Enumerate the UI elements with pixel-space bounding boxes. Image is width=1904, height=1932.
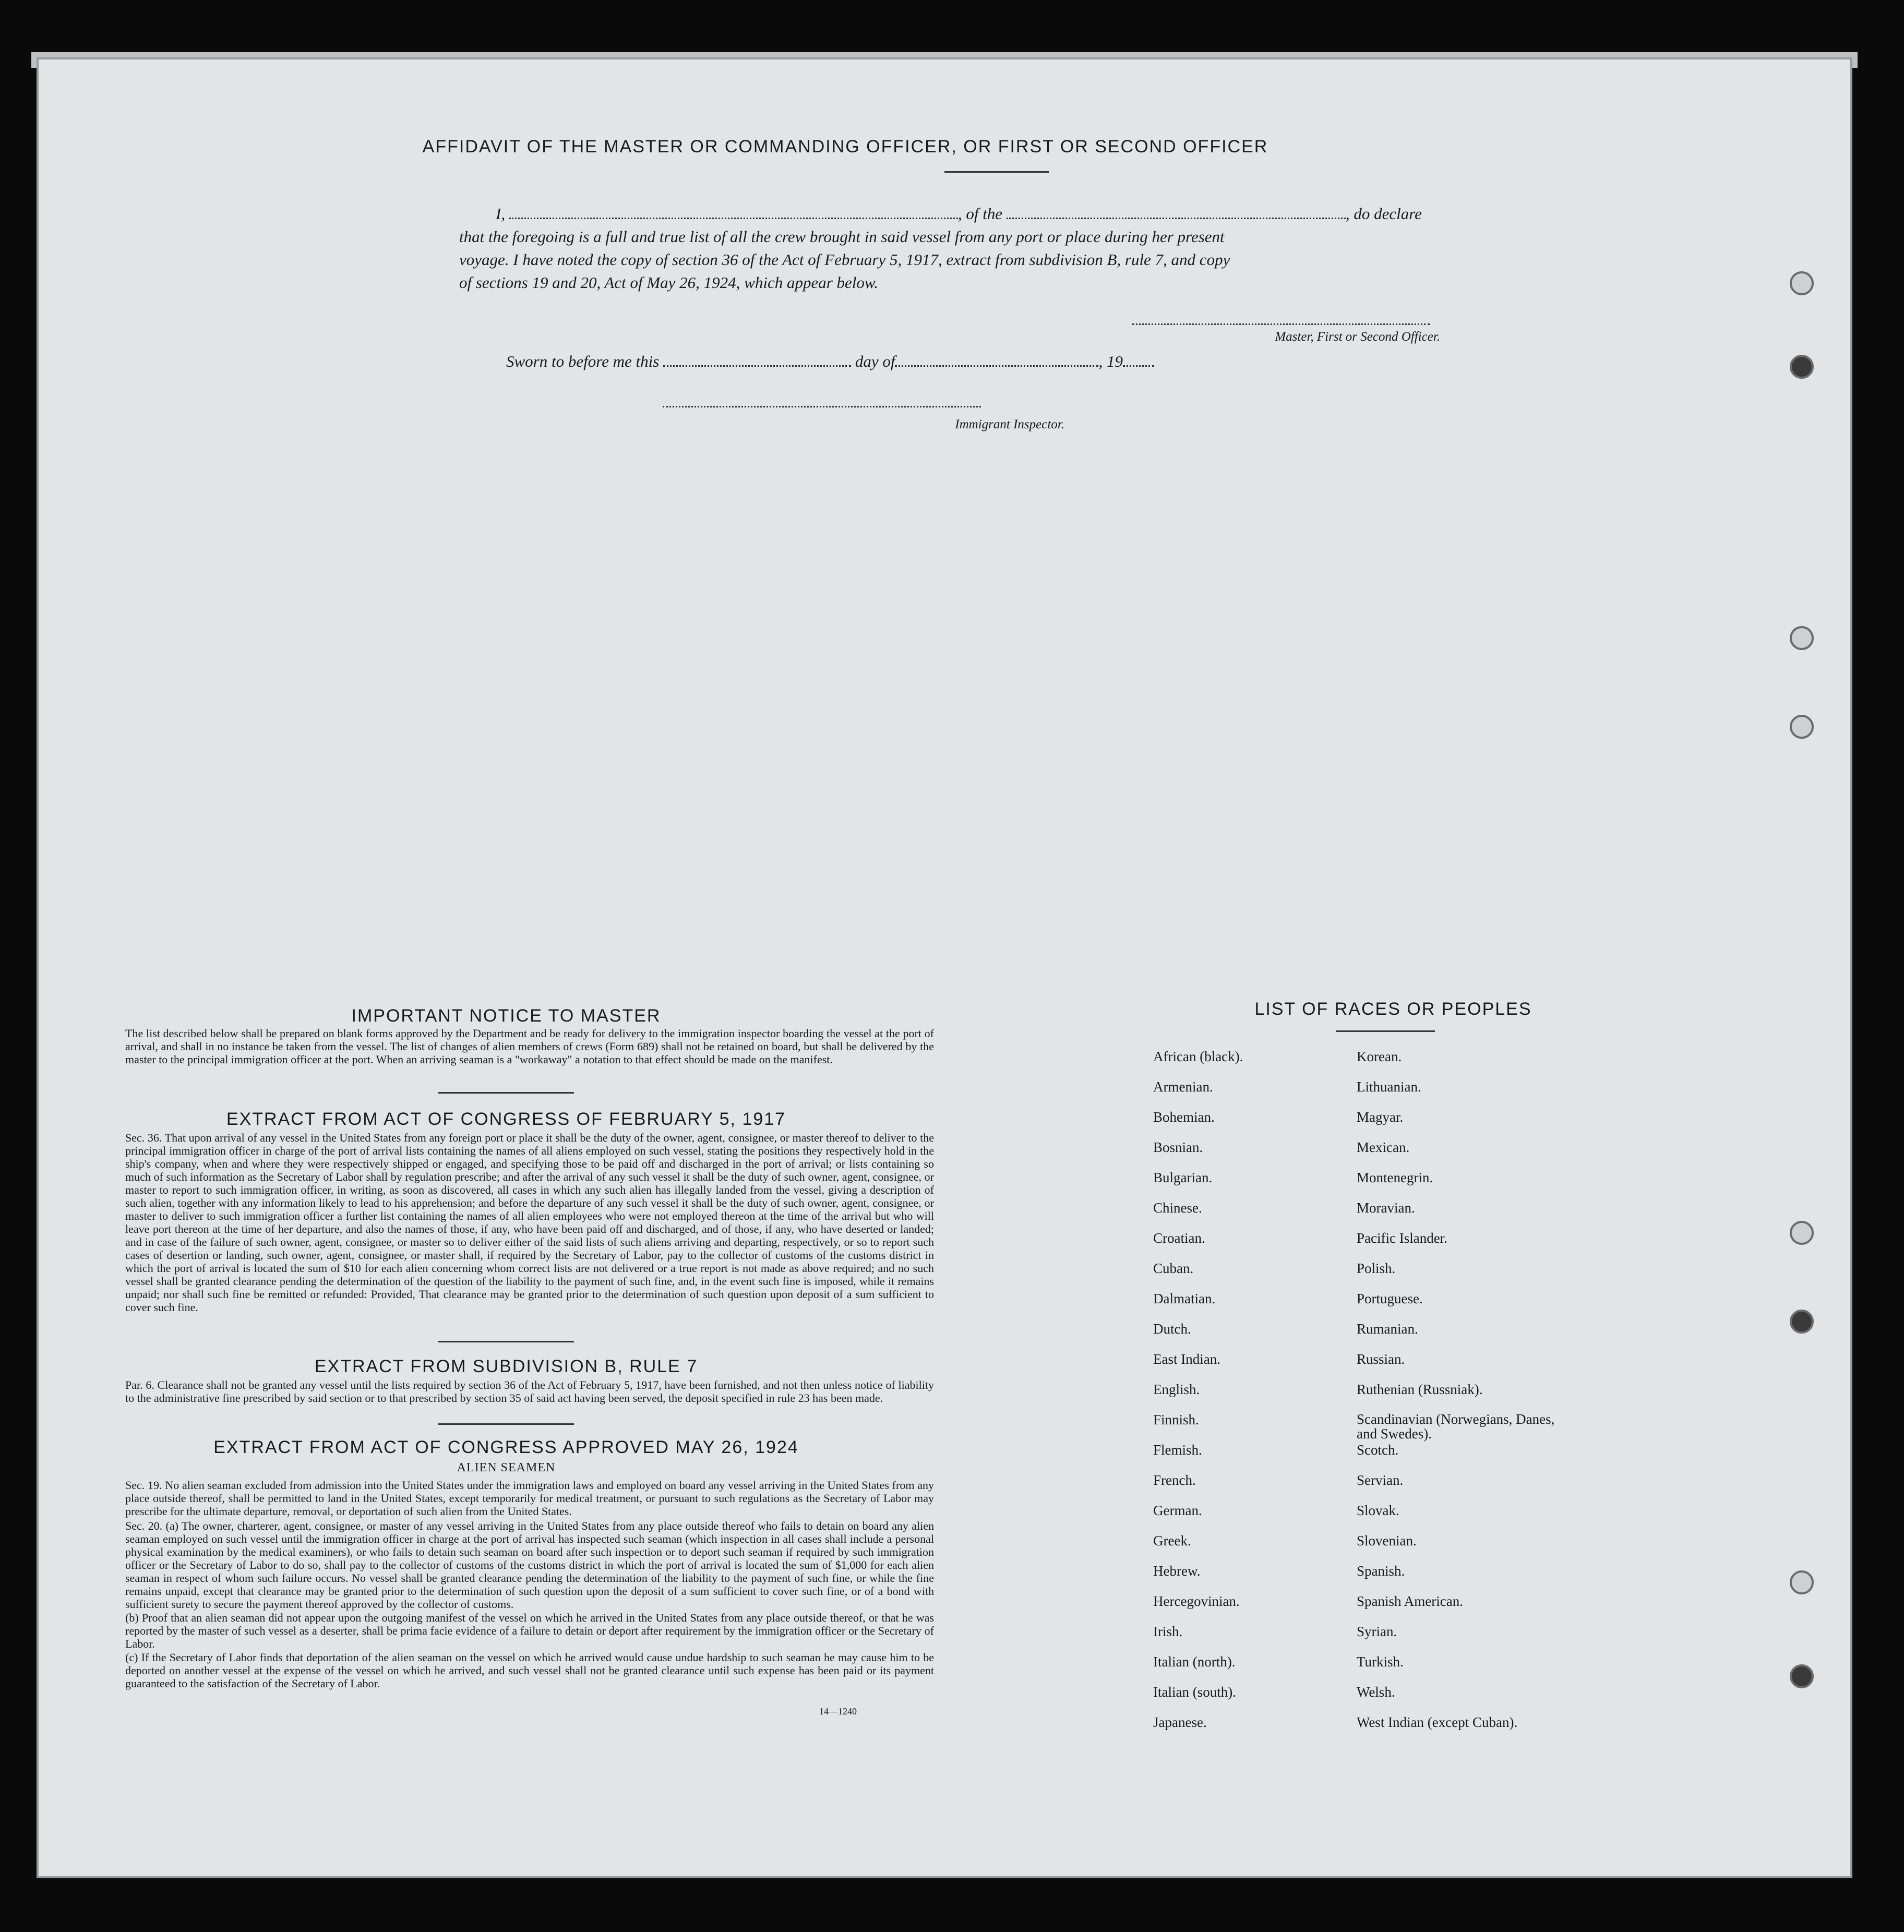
race-item: Greek. xyxy=(1153,1533,1191,1549)
master-name-blank xyxy=(509,218,958,219)
extract-1924-subtitle: ALIEN SEAMEN xyxy=(457,1461,556,1474)
binder-hole xyxy=(1790,715,1814,739)
race-item: Portuguese. xyxy=(1357,1291,1423,1306)
affidavit-line-1 xyxy=(496,205,1513,223)
binder-hole xyxy=(1790,355,1814,379)
divider xyxy=(438,1341,574,1342)
race-item: Dutch. xyxy=(1153,1321,1191,1337)
rule7-text: Par. 6. Clearance shall not be granted any vessel until the lists required by section 36 of the Act of February 5, 1917, have been furnished, and not then unless notice of liability to the administrative fine prescribed by said section or to that prescribed by section 35 of said act having been served, the deposit specified in rule 23 has been made. xyxy=(125,1378,934,1405)
race-item: Flemish. xyxy=(1153,1442,1202,1458)
notice-title: IMPORTANT NOTICE TO MASTER xyxy=(351,1006,661,1026)
race-item: Scotch. xyxy=(1357,1442,1399,1458)
race-item: Magyar. xyxy=(1357,1109,1404,1125)
inspector-label: Immigrant Inspector. xyxy=(955,417,1064,431)
rule7-title: EXTRACT FROM SUBDIVISION B, RULE 7 xyxy=(314,1357,698,1376)
extract-1924-sec20b: (b) Proof that an alien seaman did not appear upon the outgoing manifest of the vessel on which he arrived in the United States from any place outside thereof, or that he was reported by the master of such vessel as a deserter, shall be prima facie evidence of a failure to detain or deport after requirement by the immigration officer or the Secretary of Labor. xyxy=(125,1611,934,1650)
sworn-line xyxy=(506,352,1289,371)
sworn-day-blank xyxy=(663,365,851,367)
race-item: Montenegrin. xyxy=(1357,1170,1433,1185)
race-item: Korean. xyxy=(1357,1049,1402,1064)
race-item: Hebrew. xyxy=(1153,1563,1201,1579)
affidavit-line1-start: I, xyxy=(496,205,506,223)
extract-1924-sec20c: (c) If the Secretary of Labor finds that deportation of the alien seaman on the vessel on which he arrived would cause undue hardship to such seaman he may cause him to be deported on another vessel at the expense of the vessel on which he arrived, and such vessel shall not be granted clearance until such expense has been paid or its payment guaranteed to the satisfaction of the Secretary of Labor. xyxy=(125,1651,934,1690)
signature-label: Master, First or Second Officer. xyxy=(1275,330,1440,344)
race-item: Syrian. xyxy=(1357,1624,1397,1639)
binder-hole xyxy=(1790,1570,1814,1594)
affidavit-line1-mid: , of the xyxy=(957,205,1003,223)
race-item: German. xyxy=(1153,1503,1202,1518)
races-column-2 xyxy=(1357,1049,1618,1745)
race-item: Slovak. xyxy=(1357,1503,1399,1518)
races-title: LIST OF RACES OR PEOPLES xyxy=(1254,999,1532,1019)
race-item: Bohemian. xyxy=(1153,1109,1215,1125)
race-item: Mexican. xyxy=(1357,1139,1410,1155)
divider xyxy=(944,171,1049,173)
signature-line xyxy=(1132,323,1430,325)
race-item: Croatian. xyxy=(1153,1230,1205,1246)
race-item: Italian (north). xyxy=(1153,1654,1236,1670)
race-item: Turkish. xyxy=(1357,1654,1404,1670)
divider xyxy=(438,1423,574,1425)
race-item: English. xyxy=(1153,1382,1200,1397)
extract-1924-title: EXTRACT FROM ACT OF CONGRESS APPROVED MAY 26, 1924 xyxy=(213,1437,799,1457)
race-item: Armenian. xyxy=(1153,1079,1213,1095)
sworn-start: Sworn to before me this xyxy=(506,352,660,370)
race-item: Cuban. xyxy=(1153,1261,1194,1276)
race-item: French. xyxy=(1153,1472,1196,1488)
race-item: Spanish. xyxy=(1357,1563,1405,1579)
document-sheet xyxy=(37,57,1852,1878)
race-item: Rumanian. xyxy=(1357,1321,1418,1337)
race-item: Moravian. xyxy=(1357,1200,1415,1216)
binder-hole xyxy=(1790,271,1814,295)
sworn-month-blank xyxy=(895,365,1098,367)
binder-hole xyxy=(1790,1664,1814,1688)
race-item: East Indian. xyxy=(1153,1351,1220,1367)
race-item: Finnish. xyxy=(1153,1412,1199,1427)
form-number: 14—1240 xyxy=(819,1706,857,1717)
notice-text: The list described below shall be prepared on blank forms approved by the Department and be ready for delivery to the immigration inspector boarding the vessel at the port of arrival, and shall in no instance be taken from the vessel. The list of changes of alien members of crews (Form 689) shall not be retained on board, but shall be delivered by the master to the principal immigration officer at the port. When an arriving seaman is a "workaway" a notation to that effect should be made on the manifest. xyxy=(125,1027,934,1066)
affidavit-line1-end: , do declare xyxy=(1345,205,1422,223)
race-item: Slovenian. xyxy=(1357,1533,1417,1549)
extract-1917-title: EXTRACT FROM ACT OF CONGRESS OF FEBRUARY 5, 1917 xyxy=(226,1109,786,1129)
race-item: Hercegovinian. xyxy=(1153,1593,1240,1609)
race-item: West Indian (except Cuban). xyxy=(1357,1714,1518,1730)
affidavit-line-4: of sections 19 and 20, Act of May 26, 1924, which appear below. xyxy=(459,273,879,292)
race-item: African (black). xyxy=(1153,1049,1243,1064)
sworn-year-blank xyxy=(1123,365,1154,367)
race-item: Ruthenian (Russniak). xyxy=(1357,1382,1483,1397)
divider xyxy=(438,1092,574,1094)
race-item: Pacific Islander. xyxy=(1357,1230,1447,1246)
race-item: Servian. xyxy=(1357,1472,1404,1488)
extract-1917-text: Sec. 36. That upon arrival of any vessel in the United States from any foreign port or place it shall be the duty of the owner, agent, consignee, or master thereof to deliver to the principal immigration officer in charge of the port of arrival lists containing the names of all aliens employed on such vessel, stating the positions they respectively hold in the ship's company, when and where they were respectively shipped or engaged, and specifying those to be paid off and discharged in the port of arrival; or lists containing so much of such information as the Secretary of Labor shall by regulation prescribe; and after the arrival of any such vessel it shall be the duty of such owner, agent, consignee, or master to report to such immigration officer, in writing, as soon as discovered, all cases in which any such alien has illegally landed from the vessel, giving a description of such alien, together with any information likely to lead to his apprehension; and before the departure of any such vessel it shall be the duty of such owner, agent, consignee, or master to deliver to such immigration officer a further list containing the names of all alien employees who were not employed thereon at the time of the arrival but who will leave port thereon at the time of her departure, and also the names of those, if any, who have been paid off and discharged, and of those, if any, who have deserted or landed; and in case of the failure of such owner, agent, consignee, or master so to deliver either of the said lists of such aliens arriving and departing, respectively, or so to report such cases of desertion or landing, such owner, agent, consignee, or master shall, if required by the Secretary of Labor, pay to the collector of customs of the customs district in which the port of arrival is located the sum of $10 for each alien concerning whom correct lists are not delivered or a true report is not made as above required; and no such vessel shall be granted clearance pending the determination of the question of the liability to the payment of such fine, and, in the event such fine is imposed, while it remains unpaid; nor shall such fine be remitted or refunded: Provided, That clearance may be granted prior to the determination of such question upon deposit of a sum sufficient to cover such fine. xyxy=(125,1131,934,1314)
race-item: Lithuanian. xyxy=(1357,1079,1421,1095)
binder-hole xyxy=(1790,1310,1814,1334)
divider xyxy=(1336,1030,1435,1032)
sworn-year-label: , 19 xyxy=(1098,352,1123,370)
race-item: Bosnian. xyxy=(1153,1139,1203,1155)
race-item: Welsh. xyxy=(1357,1684,1395,1700)
sworn-day-label: day of xyxy=(855,352,895,370)
race-item: Chinese. xyxy=(1153,1200,1202,1216)
race-item: Polish. xyxy=(1357,1261,1396,1276)
race-item: Dalmatian. xyxy=(1153,1291,1216,1306)
extract-1924-sec19: Sec. 19. No alien seaman excluded from admission into the United States under the immigration laws and employed on board any vessel arriving in the United States from any place outside thereof, shall be permitted to land in the United States, except temporarily for medical treatment, or pursuant to such regulations as the Secretary of Labor may prescribe for the ultimate departure, removal, or deportation of such alien from the United States. xyxy=(125,1479,934,1518)
binder-hole xyxy=(1790,626,1814,650)
race-item: Italian (south). xyxy=(1153,1684,1236,1700)
race-item: Spanish American. xyxy=(1357,1593,1463,1609)
extract-1924-sec20a: Sec. 20. (a) The owner, charterer, agent, consignee, or master of any vessel arriving in the United States from any place outside thereof who fails to detain on board any alien seaman employed on such vessel until the immigration officer in charge at the port of arrival has inspected such seaman (which inspection in all cases shall include a personal physical examination by the medical examiners), or who fails to detain such seaman on board after such inspection or to deport such seaman if required by such immigration officer or the Secretary of Labor to do so, shall pay to the collector of customs of the customs district in which the port of arrival is located the sum of $1,000 for each alien seaman in respect of whom such failure occurs. No vessel shall be granted clearance pending the determination of the liability to the payment of such fine, or while the fine remains unpaid, except that clearance may be granted prior to the determination of such question upon the deposit of a sum sufficient to cover such fine, or of a bond with sufficient surety to secure the payment thereof approved by the collector of customs. xyxy=(125,1519,934,1611)
race-item: Scandinavian (Norwegians, Danes, and Swedes). xyxy=(1357,1411,1555,1442)
affidavit-line-3: voyage. I have noted the copy of section 36 of the Act of February 5, 1917, extract from subdivision B, rule 7, and copy xyxy=(459,250,1230,269)
races-column-1 xyxy=(1153,1049,1351,1745)
race-item: Bulgarian. xyxy=(1153,1170,1213,1185)
affidavit-title: AFFIDAVIT OF THE MASTER OR COMMANDING OFFICER, OR FIRST OR SECOND OFFICER xyxy=(422,137,1268,157)
inspector-signature-line xyxy=(663,406,981,407)
vessel-name-blank xyxy=(1007,218,1346,219)
race-item: Russian. xyxy=(1357,1351,1405,1367)
affidavit-line-2: that the foregoing is a full and true list of all the crew brought in said vessel from any port or place during her present xyxy=(459,227,1225,246)
race-item: Irish. xyxy=(1153,1624,1183,1639)
race-item: Japanese. xyxy=(1153,1714,1207,1730)
binder-hole xyxy=(1790,1221,1814,1245)
